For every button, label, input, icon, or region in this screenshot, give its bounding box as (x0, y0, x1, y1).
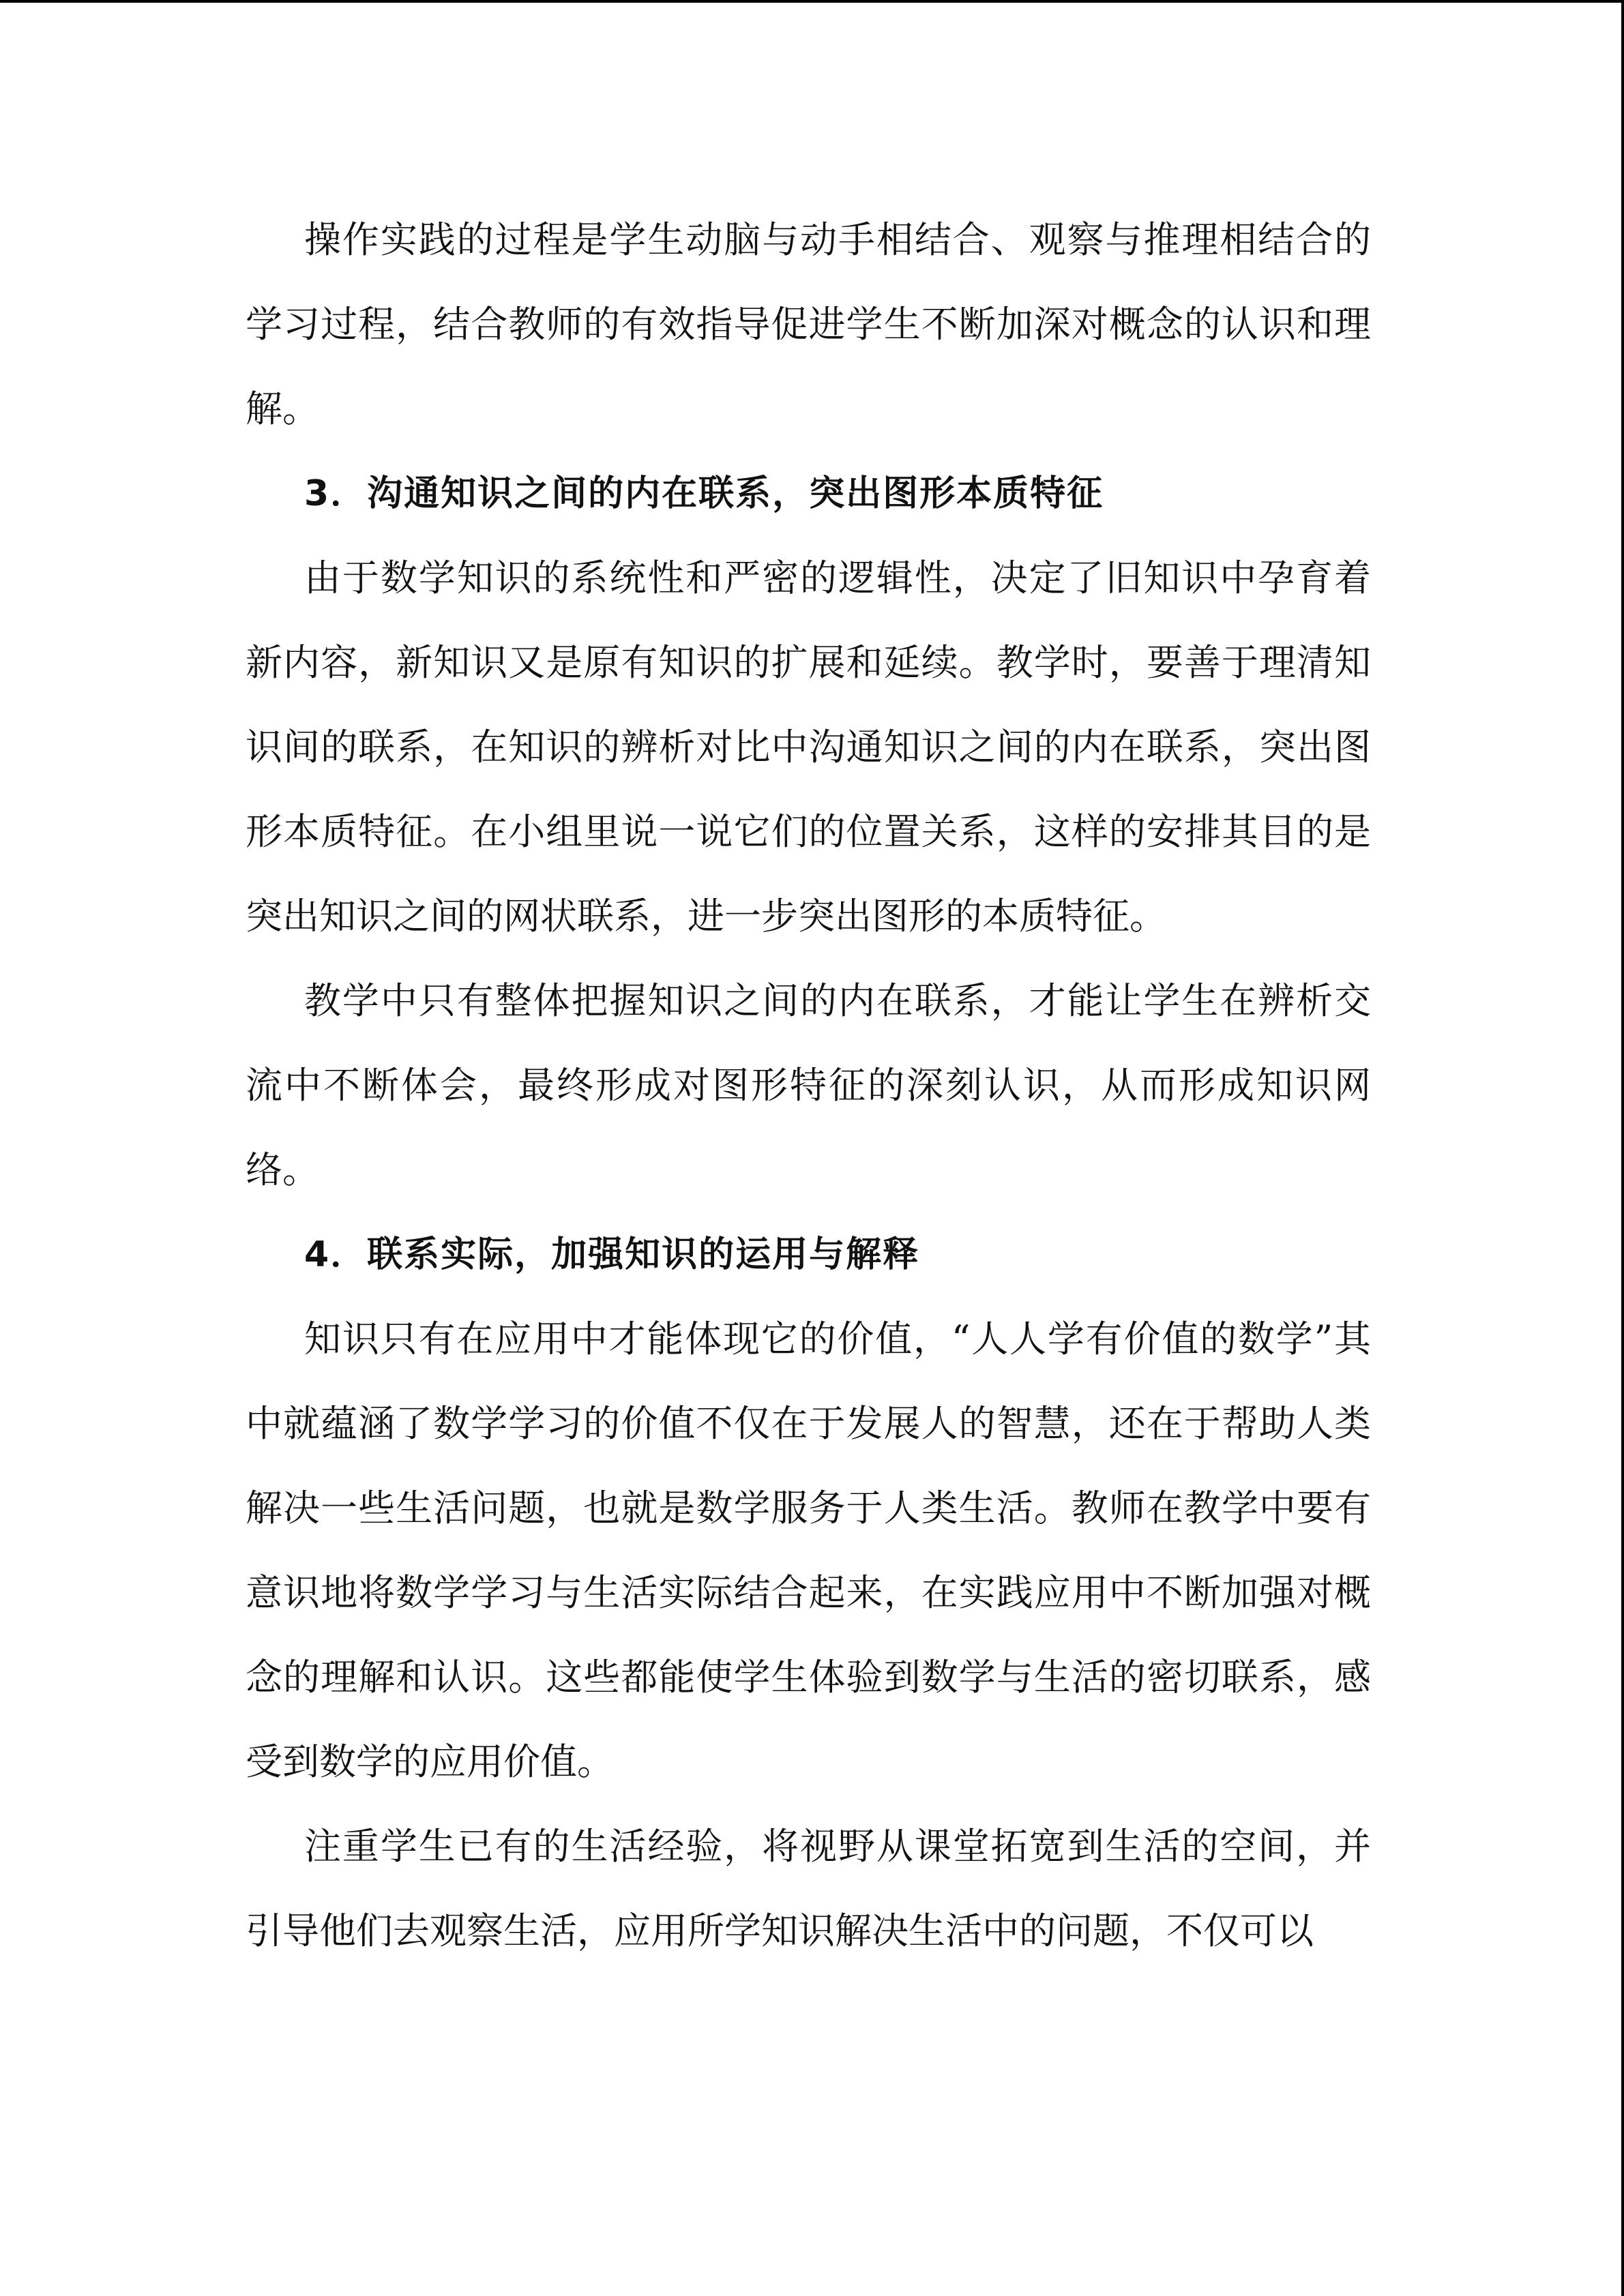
paragraph-4: 知识只有在应用中才能体现它的价值，“人人学有价值的数学”其中就蕴涵了数学学习的价值不仅在于发展人的智慧，还在于帮助人类解决一些生活问题，也就是数学服务于人类生活。教师在教学中要有意识地将数学学习与生活实际结合起来，在实践应用中不断加强对概念的理解和认识。这些都能使学生体验到数学与生活的密切联系，感受到数学的应用价值。 (246, 1317, 1371, 1783)
paragraph-2: 由于数学知识的系统性和严密的逻辑性，决定了旧知识中孕育着新内容，新知识又是原有知识的扩展和延续。教学时，要善于理清知识间的联系，在知识的辨析对比中沟通知识之间的内在联系，突出图形本质特征。在小组里说一说它们的位置关系，这样的安排其目的是突出知识之间的网状联系，进一步突出图形的本质特征。 (246, 556, 1371, 938)
paragraph-5: 注重学生已有的生活经验，将视野从课堂拓宽到生活的空间，并引导他们去观察生活，应用所学知识解决生活中的问题，不仅可以 (246, 1825, 1371, 1952)
section-heading-4: 4．联系实际，加强知识的运用与解释 (304, 1234, 920, 1275)
page-border-top (0, 0, 1624, 3)
paragraph-1: 操作实践的过程是学生动脑与动手相结合、观察与推理相结合的学习过程，结合教师的有效指导促进学生不断加深对概念的认识和理解。 (246, 218, 1371, 430)
document-body (246, 198, 1371, 1973)
section-heading-3: 3．沟通知识之间的内在联系，突出图形本质特征 (304, 473, 1104, 514)
paragraph-3: 教学中只有整体把握知识之间的内在联系，才能让学生在辨析交流中不断体会，最终形成对图形特征的深刻认识，从而形成知识网络。 (246, 979, 1371, 1191)
page-border-right (1621, 0, 1624, 2296)
